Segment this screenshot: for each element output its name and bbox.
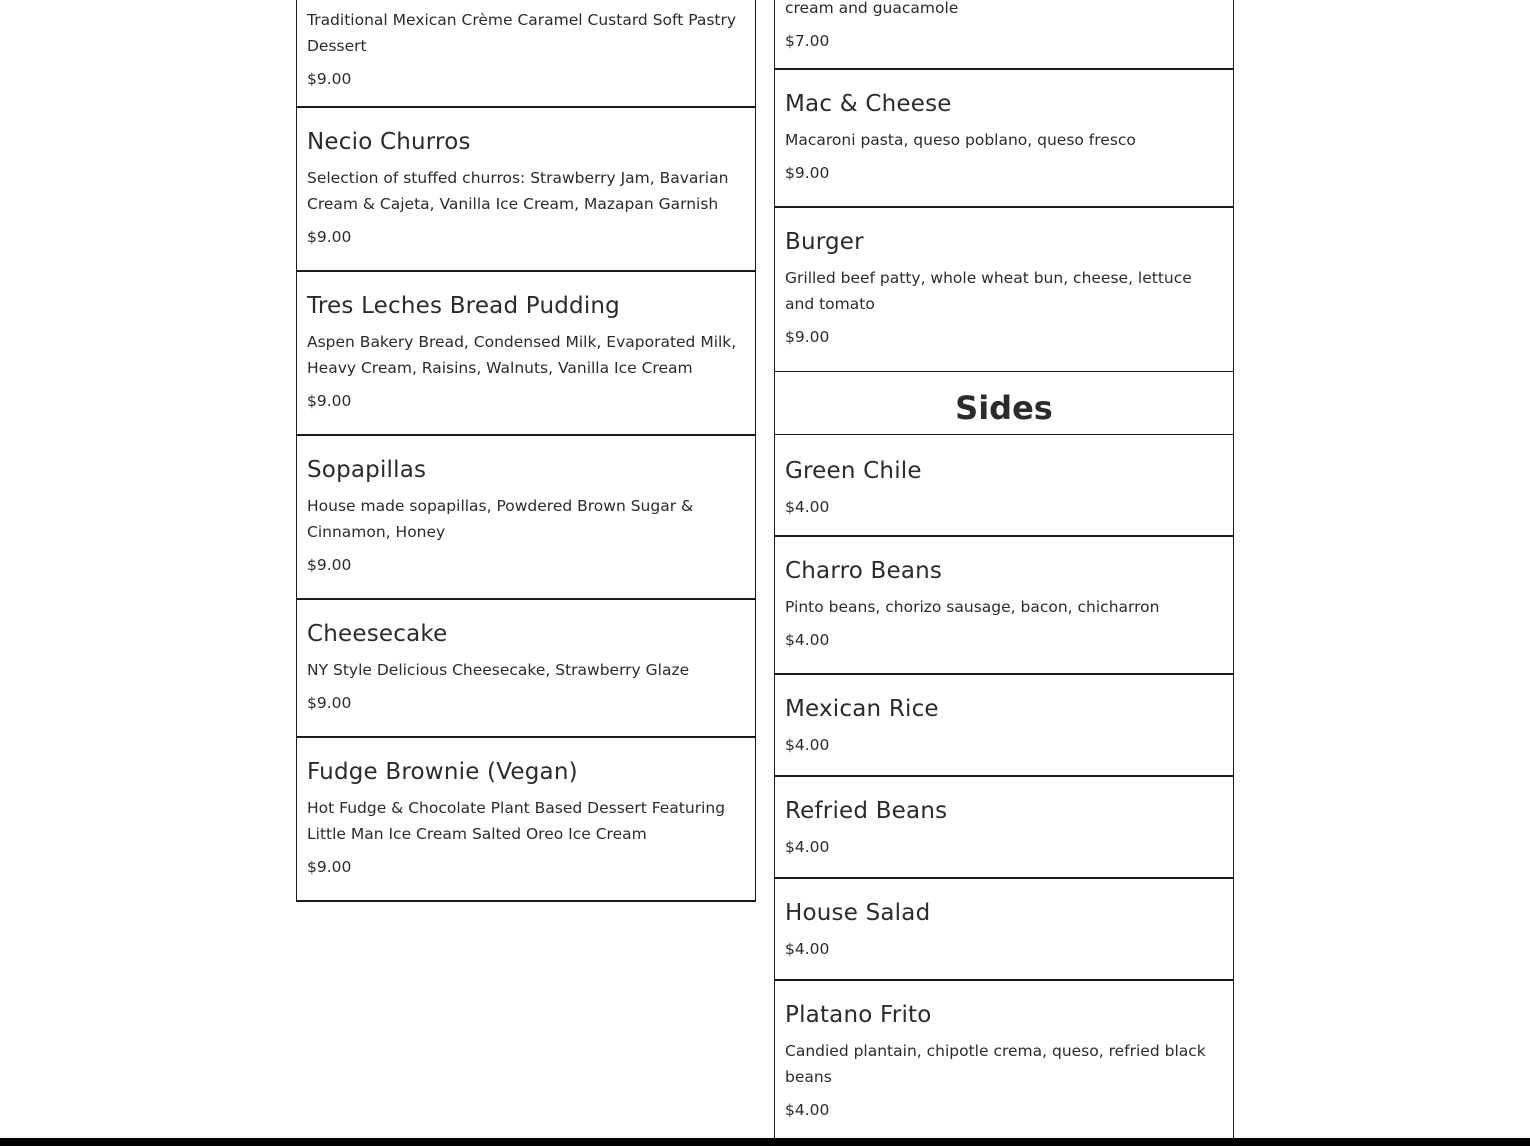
item-description: cream and guacamole xyxy=(785,0,959,17)
item-price: $7.00 xyxy=(785,32,830,50)
item-name: Refried Beans xyxy=(785,798,948,824)
item-price: $9.00 xyxy=(785,328,830,346)
menu-item xyxy=(775,70,1233,208)
mains-sides-column xyxy=(774,0,1234,1145)
item-name: Fudge Brownie (Vegan) xyxy=(307,759,578,785)
menu-item xyxy=(775,208,1233,372)
item-price: $4.00 xyxy=(785,940,830,958)
item-price: $9.00 xyxy=(307,392,352,410)
item-price: $9.00 xyxy=(307,556,352,574)
item-name: Mac & Cheese xyxy=(785,91,952,117)
menu-item xyxy=(775,879,1233,981)
menu-item xyxy=(775,435,1233,537)
item-name: Mexican Rice xyxy=(785,696,939,722)
item-description: Candied plantain, chipotle crema, queso, refried black beans xyxy=(785,1042,1206,1086)
menu-item xyxy=(297,600,755,738)
item-price: $9.00 xyxy=(307,70,352,88)
item-price: $9.00 xyxy=(307,228,352,246)
item-name: Necio Churros xyxy=(307,129,471,155)
menu-item xyxy=(775,777,1233,879)
item-name: Green Chile xyxy=(785,458,922,484)
item-description: Grilled beef patty, whole wheat bun, cheese, lettuce and tomato xyxy=(785,269,1192,313)
item-name: Tres Leches Bread Pudding xyxy=(307,293,620,319)
menu-item xyxy=(775,981,1233,1145)
item-price: $9.00 xyxy=(307,694,352,712)
item-name: Sopapillas xyxy=(307,457,427,483)
menu-item xyxy=(297,0,755,108)
menu-item xyxy=(775,537,1233,675)
footer-bar xyxy=(0,1138,1530,1146)
item-description: Pinto beans, chorizo sausage, bacon, chicharron xyxy=(785,598,1160,616)
item-description: Macaroni pasta, queso poblano, queso fresco xyxy=(785,131,1136,149)
item-name: Cheesecake xyxy=(307,621,448,647)
item-description: NY Style Delicious Cheesecake, Strawberry Glaze xyxy=(307,661,690,679)
item-name: House Salad xyxy=(785,900,931,926)
menu-item xyxy=(775,0,1233,70)
menu-item xyxy=(775,675,1233,777)
item-description: Hot Fudge & Chocolate Plant Based Dessert Featuring Little Man Ice Cream Salted Oreo Ice Cream xyxy=(307,799,726,843)
item-name: Burger xyxy=(785,229,864,255)
item-description: Traditional Mexican Crème Caramel Custard Soft Pastry Dessert xyxy=(307,11,737,55)
menu-item xyxy=(297,738,755,902)
item-price: $4.00 xyxy=(785,1101,830,1119)
menu-item xyxy=(297,436,755,600)
item-price: $9.00 xyxy=(785,164,830,182)
desserts-column xyxy=(296,0,756,902)
item-price: $4.00 xyxy=(785,631,830,649)
item-name: Platano Frito xyxy=(785,1002,932,1028)
item-price: $4.00 xyxy=(785,736,830,754)
item-price: $4.00 xyxy=(785,498,830,516)
item-description: Aspen Bakery Bread, Condensed Milk, Evaporated Milk, Heavy Cream, Raisins, Walnuts, Vanilla Ice Cream xyxy=(307,333,737,377)
item-name: Charro Beans xyxy=(785,558,943,584)
item-price: $4.00 xyxy=(785,838,830,856)
sides-section-title: Sides xyxy=(775,372,1233,435)
item-description: House made sopapillas, Powdered Brown Sugar & Cinnamon, Honey xyxy=(307,497,694,541)
item-price: $9.00 xyxy=(307,858,352,876)
menu-item xyxy=(297,272,755,436)
item-description: Selection of stuffed churros: Strawberry Jam, Bavarian Cream & Cajeta, Vanilla Ice Cream, Mazapan Garnish xyxy=(307,169,729,213)
menu-item xyxy=(297,108,755,272)
